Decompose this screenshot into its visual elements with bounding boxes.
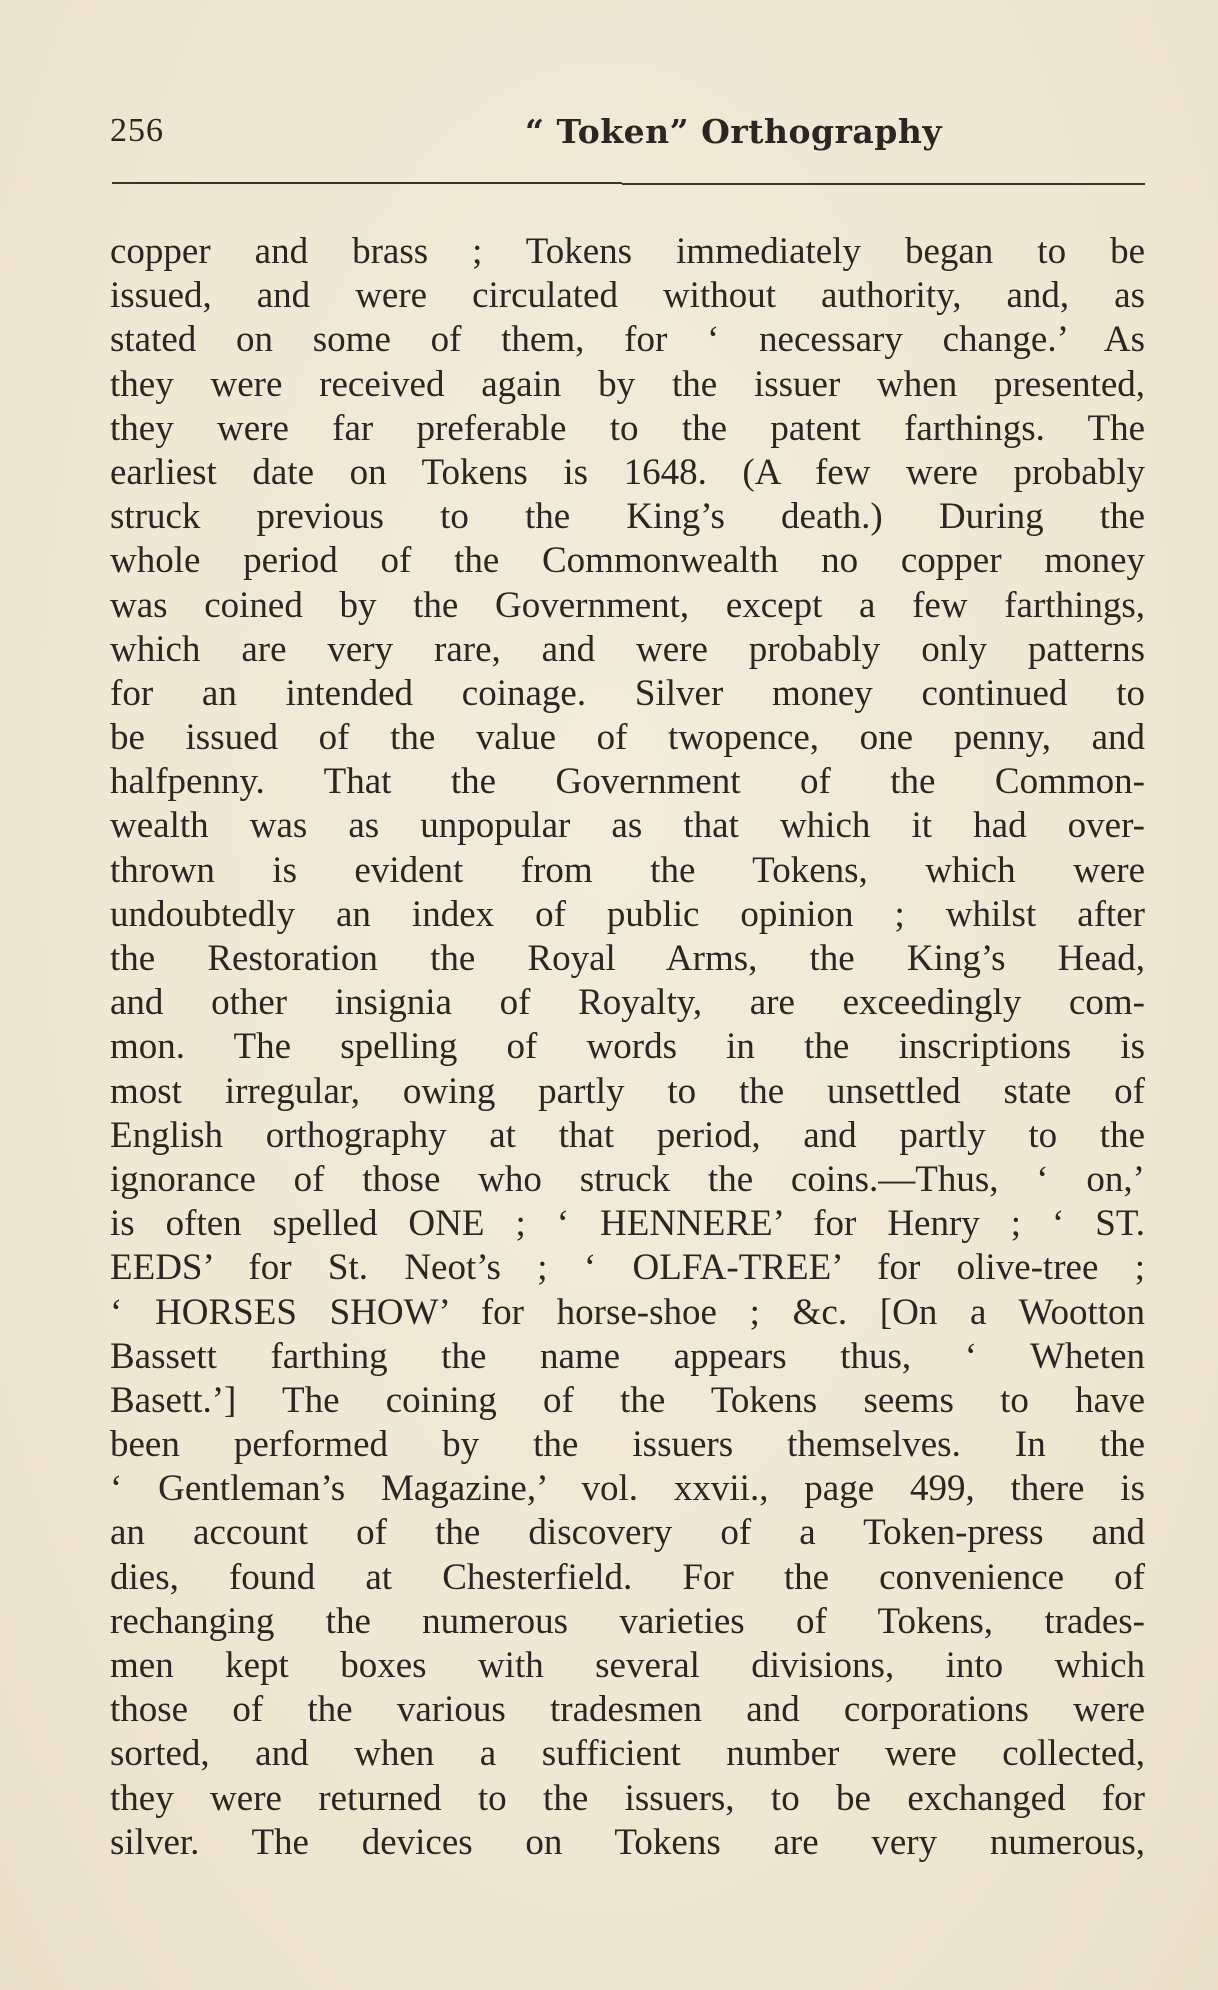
text-line: Bassett farthing the name appears thus, ‘ Wheten bbox=[110, 1335, 1145, 1377]
text-line: undoubtedly an index of public opinion ; whilst after bbox=[110, 893, 1145, 935]
text-line: was coined by the Government, except a few farthings, bbox=[110, 584, 1145, 626]
text-line: Basett.’] The coining of the Tokens seems to have bbox=[110, 1379, 1145, 1421]
text-line: English orthography at that period, and partly to the bbox=[110, 1114, 1145, 1156]
text-line: they were returned to the issuers, to be exchanged for bbox=[110, 1777, 1145, 1819]
text-line: thrown is evident from the Tokens, which were bbox=[110, 849, 1145, 891]
text-line: mon. The spelling of words in the inscriptions is bbox=[110, 1026, 1145, 1068]
text-line: dies, found at Chesterfield. For the convenience of bbox=[110, 1556, 1145, 1598]
header-rule bbox=[112, 182, 622, 184]
text-line: ‘ HORSES SHOW’ for horse-shoe ; &c. [On a Wootton bbox=[110, 1291, 1145, 1333]
body-text bbox=[110, 230, 1145, 1865]
page-number: 256 bbox=[110, 112, 164, 149]
text-line: copper and brass ; Tokens immediately began to be bbox=[110, 231, 1145, 272]
text-line: an account of the discovery of a Token-press and bbox=[110, 1512, 1145, 1554]
text-line: ‘ Gentleman’s Magazine,’ vol. xxvii., page 499, there is bbox=[110, 1468, 1145, 1510]
text-line: halfpenny. That the Government of the Common- bbox=[110, 761, 1145, 803]
text-line: be issued of the value of twopence, one penny, and bbox=[110, 717, 1145, 759]
text-line: for an intended coinage. Silver money continued to bbox=[110, 672, 1145, 714]
text-line: whole period of the Commonwealth no copper money bbox=[110, 540, 1145, 582]
header-rule bbox=[622, 183, 1145, 185]
text-line: EEDS’ for St. Neot’s ; ‘ OLFA-TREE’ for olive-tree ; bbox=[110, 1247, 1145, 1289]
text-line: they were received again by the issuer when presented, bbox=[110, 363, 1145, 405]
text-line: struck previous to the King’s death.) During the bbox=[110, 496, 1145, 538]
text-line: and other insignia of Royalty, are exceedingly com- bbox=[110, 982, 1145, 1024]
text-line: most irregular, owing partly to the unsettled state of bbox=[110, 1070, 1145, 1112]
text-line: men kept boxes with several divisions, into which bbox=[110, 1645, 1145, 1686]
text-line: which are very rare, and were probably only patterns bbox=[110, 628, 1145, 670]
text-line: wealth was as unpopular as that which it had over- bbox=[110, 805, 1145, 847]
text-line: issued, and were circulated without authority, and, as bbox=[110, 275, 1145, 317]
text-line: the Restoration the Royal Arms, the King’s Head, bbox=[110, 938, 1145, 979]
text-line: earliest date on Tokens is 1648. (A few were probably bbox=[110, 451, 1145, 493]
running-head bbox=[110, 112, 1145, 162]
text-line: stated on some of them, for ‘ necessary change.’ As bbox=[110, 319, 1145, 361]
text-line: sorted, and when a sufficient number were collected, bbox=[110, 1733, 1145, 1775]
text-line: is often spelled ONE ; ‘ HENNERE’ for Henry ; ‘ ST. bbox=[110, 1203, 1145, 1245]
text-line: been performed by the issuers themselves. In the bbox=[110, 1424, 1145, 1466]
text-line: ignorance of those who struck the coins.—Thus, ‘ on,’ bbox=[110, 1158, 1145, 1200]
text-line: silver. The devices on Tokens are very numerous, bbox=[110, 1821, 1145, 1863]
text-line: those of the various tradesmen and corporations were bbox=[110, 1689, 1145, 1731]
text-line: rechanging the numerous varieties of Tokens, trades- bbox=[110, 1600, 1145, 1642]
text-line: they were far preferable to the patent farthings. The bbox=[110, 407, 1145, 449]
running-title: “ Token” Orthography bbox=[525, 112, 943, 151]
